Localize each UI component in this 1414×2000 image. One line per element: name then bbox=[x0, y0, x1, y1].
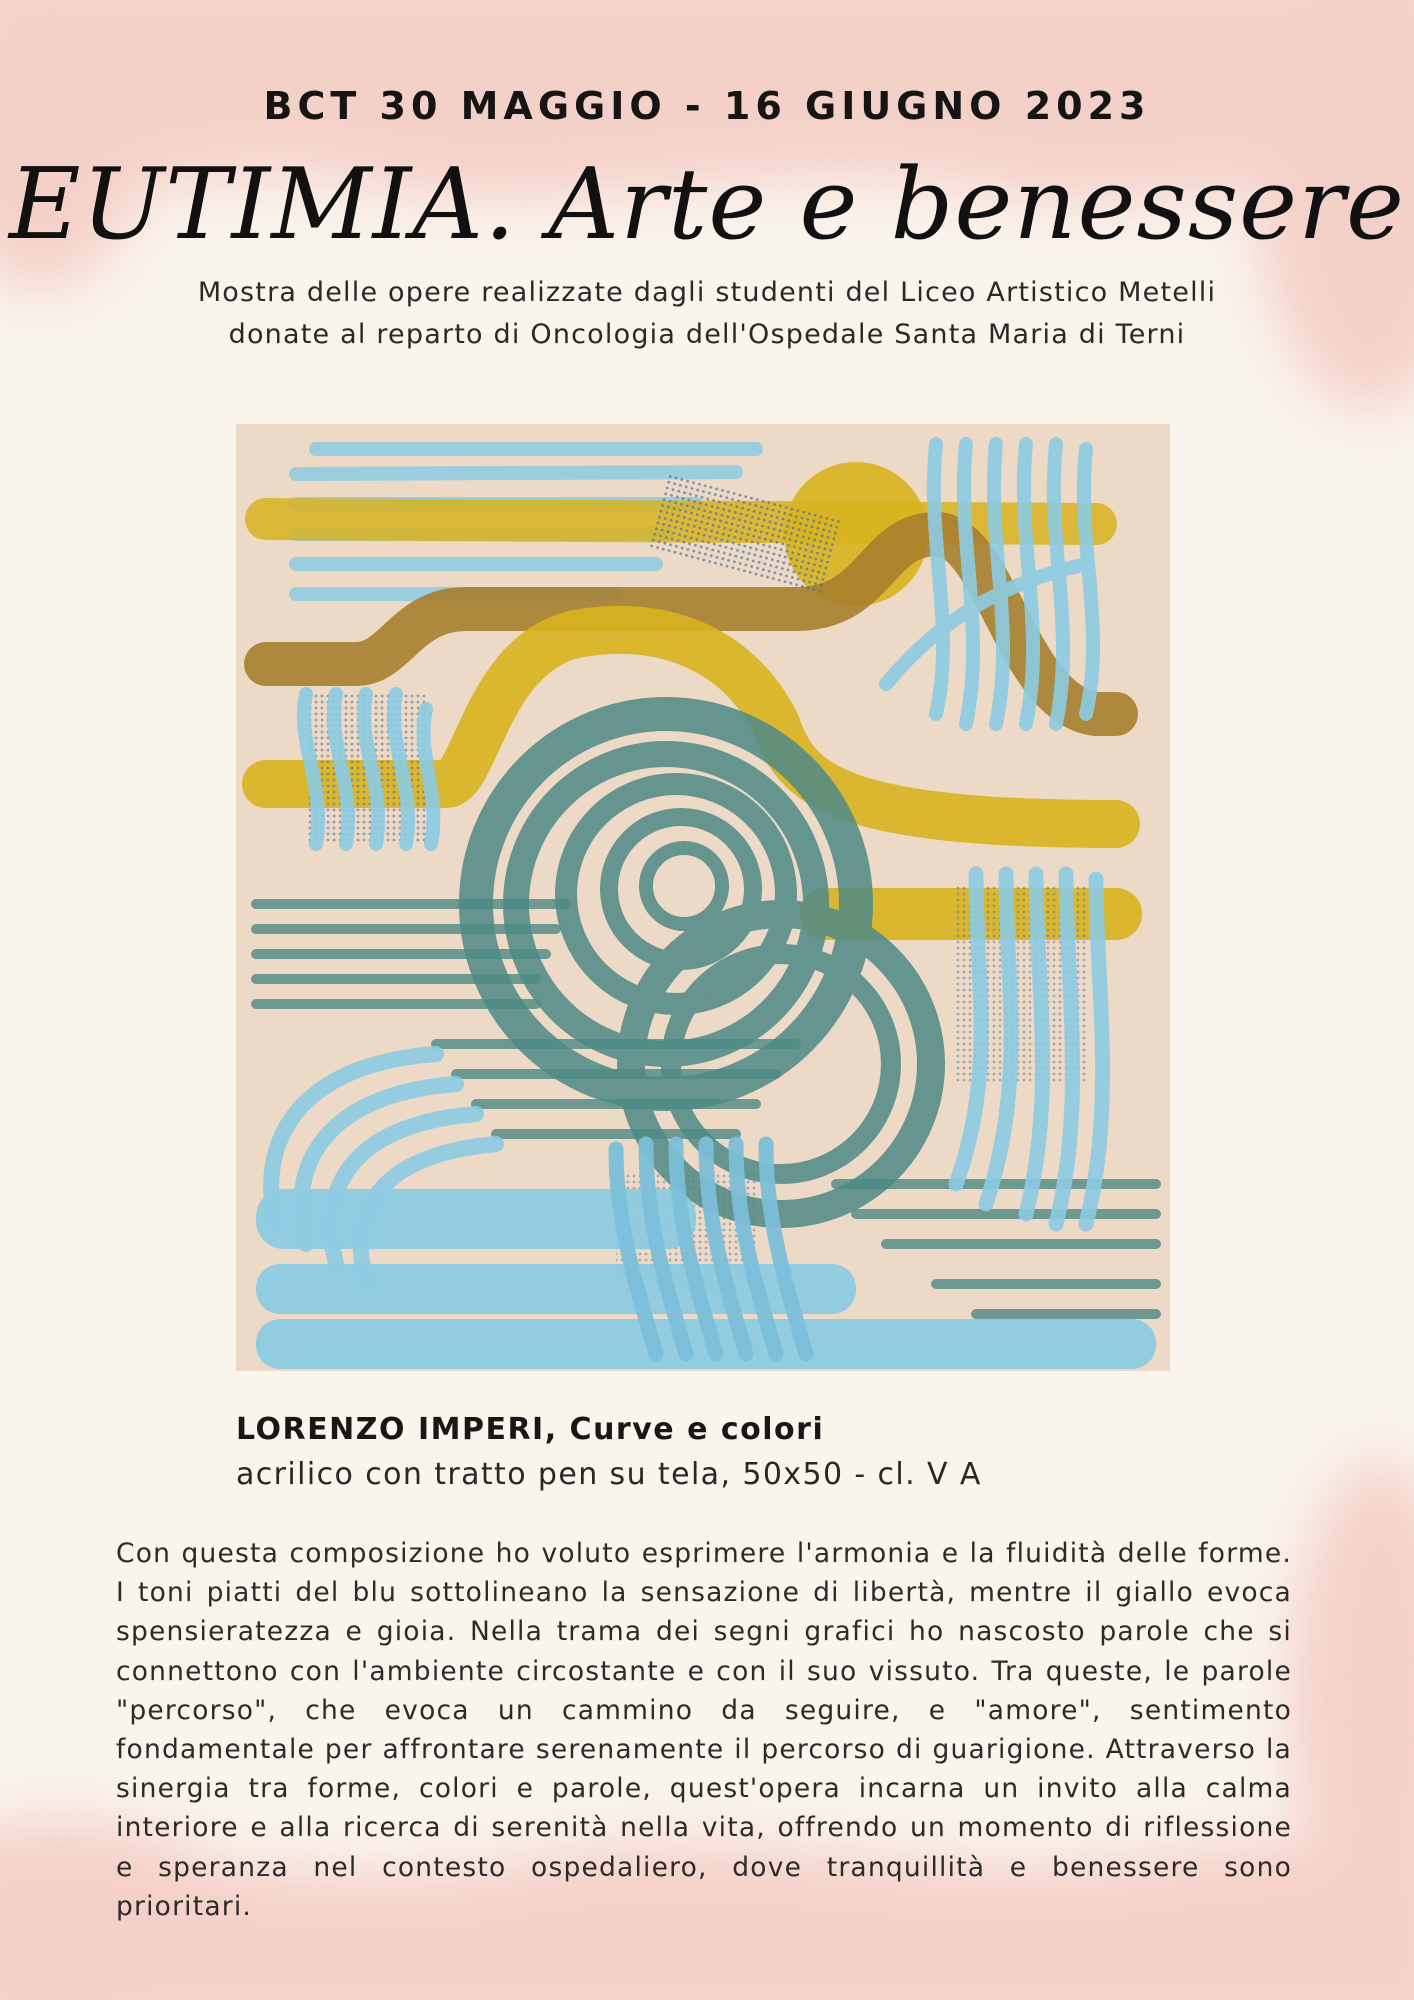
artwork-artist-title: LORENZO IMPERI, Curve e colori bbox=[236, 1412, 825, 1447]
subtitle-line-2: donate al reparto di Oncologia dell'Ospedale Santa Maria di Terni bbox=[228, 319, 1186, 350]
exhibition-title: EUTIMIA. Arte e benessere bbox=[9, 148, 1405, 262]
artwork-caption bbox=[236, 1408, 1236, 1498]
exhibition-dates: BCT 30 MAGGIO - 16 GIUGNO 2023 bbox=[263, 84, 1151, 128]
artwork-medium: acrilico con tratto pen su tela, 50x50 - cl. V A bbox=[236, 1457, 982, 1492]
exhibition-subtitle bbox=[0, 272, 1414, 356]
subtitle-line-1: Mostra delle opere realizzate dagli studenti del Liceo Artistico Metelli bbox=[197, 277, 1217, 308]
artwork-painting bbox=[236, 424, 1170, 1371]
artwork-description: Con questa composizione ho voluto esprimere l'armonia e la fluidità delle forme. I toni piatti del blu sottolineano la sensazione di libertà, mentre il giallo evoca spensieratezza e gioia. Nella trama dei segni grafici ho nascosto parole che si connettono con l'ambiente circostante e con il suo vissuto. Tra queste, le parole "percorso", che evoca un cammino da seguire, e "amore", sentimento fondamentale per affrontare serenamente il percorso di guarigione. Attraverso la sinergia tra forme, colori e parole, quest'opera incarna un invito alla calma interiore e alla ricerca di serenità nella vita, offrendo un momento di riflessione e speranza nel contesto ospedaliero, dove tranquillità e benessere sono prioritari. bbox=[116, 1538, 1292, 1922]
